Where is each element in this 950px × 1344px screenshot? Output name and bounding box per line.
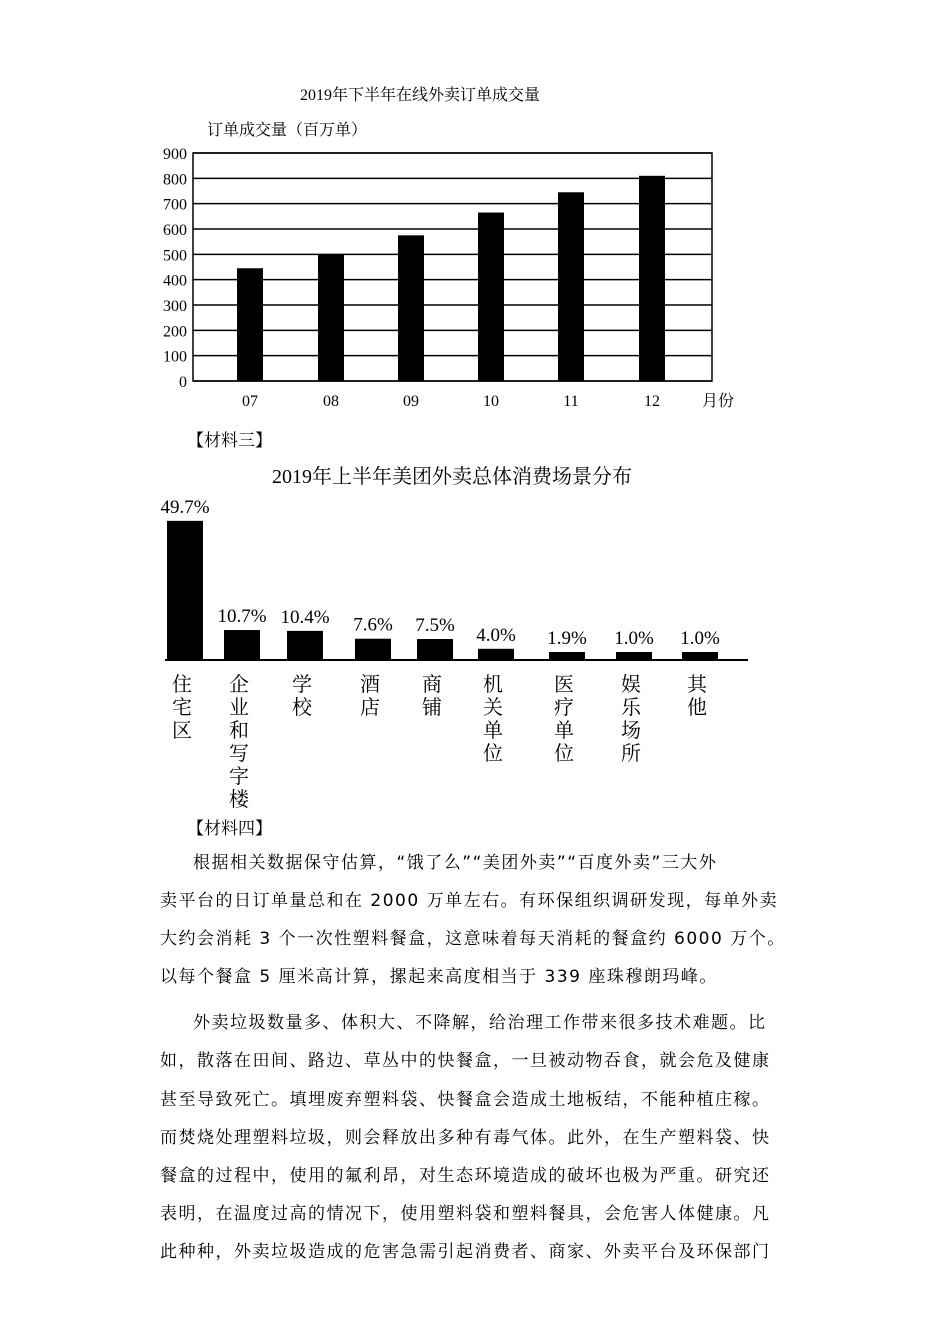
bar (237, 268, 263, 381)
section-material-3: 【材料三】 (187, 431, 272, 451)
data-label: 7.6% (353, 614, 393, 636)
x-axis-label: 月份 (702, 393, 735, 410)
category-label-char: 企 (229, 674, 249, 696)
y-axis-label: 订单成交量（百万单） (207, 122, 368, 139)
category-label-char: 其 (687, 674, 707, 696)
data-label: 10.4% (280, 606, 330, 628)
text-line: 此种种，外卖垃圾造成的危害急需引起消费者、商家、外卖平台及环保部门 (160, 1242, 771, 1262)
x-tick-label: 12 (644, 393, 660, 410)
bar (318, 254, 344, 381)
category-label-char: 关 (483, 697, 503, 719)
category-label-char: 场 (621, 720, 641, 742)
bar (478, 213, 504, 381)
category-label-char: 商 (422, 674, 442, 696)
category-label-char: 机 (483, 674, 503, 696)
x-tick-label: 11 (563, 393, 579, 410)
bar (549, 652, 585, 660)
text-line: 卖平台的日订单量总和在 2000 万单左右。有环保组织调研发现，每单外卖 (160, 891, 779, 911)
data-label: 10.7% (217, 606, 267, 628)
data-label: 1.0% (680, 628, 720, 649)
data-label: 4.0% (476, 624, 516, 646)
x-tick-label: 08 (323, 393, 339, 410)
category-label-char: 区 (172, 720, 192, 742)
y-tick-label: 500 (163, 247, 187, 265)
text-line: 如，散落在田间、路边、草丛中的快餐盒，一旦被动物吞食，就会危及健康 (160, 1051, 771, 1071)
y-tick-label: 0 (179, 374, 187, 391)
data-label: 1.9% (547, 628, 587, 649)
category-label-char: 所 (621, 743, 641, 765)
text-line: 而焚烧处理塑料垃圾，则会释放出多种有毒气体。此外，在生产塑料袋、快 (160, 1128, 771, 1148)
category-label-char: 疗 (554, 697, 574, 719)
category-label-char: 医 (554, 674, 574, 696)
bar (682, 652, 718, 660)
category-label-char: 位 (483, 743, 503, 765)
text-line: 甚至导致死亡。填埋废弃塑料袋、快餐盒会造成土地板结，不能种植庄稼。 (160, 1090, 771, 1110)
order-volume-chart (0, 0, 950, 420)
category-label-char: 楼 (229, 789, 249, 811)
bar (287, 631, 323, 660)
y-tick-label: 600 (163, 222, 187, 239)
category-label-char: 店 (360, 697, 380, 719)
y-tick-label: 400 (163, 272, 187, 290)
x-tick-label: 07 (242, 393, 258, 410)
scene-distribution-chart (0, 455, 950, 815)
text-line: 餐盒的过程中，使用的氟利昂，对生态环境造成的破坏也极为严重。研究还 (160, 1166, 771, 1186)
bar (167, 521, 203, 660)
bar (224, 630, 260, 660)
chart-title: 2019年上半年美团外卖总体消费场景分布 (272, 466, 632, 488)
plot-frame (193, 153, 712, 381)
category-label-char: 宅 (172, 697, 192, 719)
bar (616, 652, 652, 660)
text-line: 外卖垃圾数量多、体积大、不降解，给治理工作带来很多技术难题。比 (193, 1013, 767, 1033)
category-label-char: 娱 (621, 674, 641, 696)
category-label-char: 他 (687, 697, 707, 719)
category-label-char: 业 (229, 697, 249, 719)
bar (355, 639, 391, 660)
section-material-4: 【材料四】 (187, 819, 272, 839)
bar (478, 649, 514, 660)
text-line: 根据相关数据保守估算，“饿了么”“美团外卖”“百度外卖”三大外 (193, 853, 718, 873)
category-label-char: 和 (229, 720, 249, 742)
text-line: 以每个餐盒 5 厘米高计算，摞起来高度相当于 339 座珠穆朗玛峰。 (160, 967, 718, 987)
category-label-char: 字 (229, 766, 249, 788)
y-tick-label: 700 (163, 196, 187, 214)
data-label: 7.5% (415, 615, 455, 636)
y-tick-label: 900 (163, 146, 187, 163)
y-tick-label: 300 (163, 298, 187, 315)
category-label-char: 乐 (621, 697, 641, 719)
data-label: 49.7% (160, 496, 210, 518)
chart-title: 2019年下半年在线外卖订单成交量 (299, 87, 541, 104)
category-label-char: 住 (172, 674, 192, 696)
data-label: 1.0% (614, 628, 654, 649)
category-label-char: 酒 (360, 674, 380, 696)
y-tick-label: 800 (163, 171, 187, 189)
category-label-char: 学 (292, 674, 312, 696)
text-line: 表明，在温度过高的情况下，使用塑料袋和塑料餐具，会危害人体健康。凡 (160, 1204, 771, 1224)
category-label-char: 单 (483, 720, 503, 742)
x-tick-label: 09 (403, 393, 419, 410)
x-tick-label: 10 (483, 393, 499, 410)
category-label-char: 铺 (422, 697, 442, 719)
bar (398, 235, 424, 381)
y-tick-label: 100 (163, 348, 187, 366)
bar (417, 639, 453, 660)
text-line: 大约会消耗 3 个一次性塑料餐盒，这意味着每天消耗的餐盒约 6000 万个。 (160, 929, 786, 949)
y-tick-label: 200 (163, 323, 187, 341)
category-label-char: 写 (229, 743, 249, 765)
bar (639, 176, 665, 381)
bar (558, 192, 584, 381)
category-label-char: 校 (292, 697, 312, 719)
category-label-char: 位 (554, 743, 574, 765)
category-label-char: 单 (554, 720, 574, 742)
